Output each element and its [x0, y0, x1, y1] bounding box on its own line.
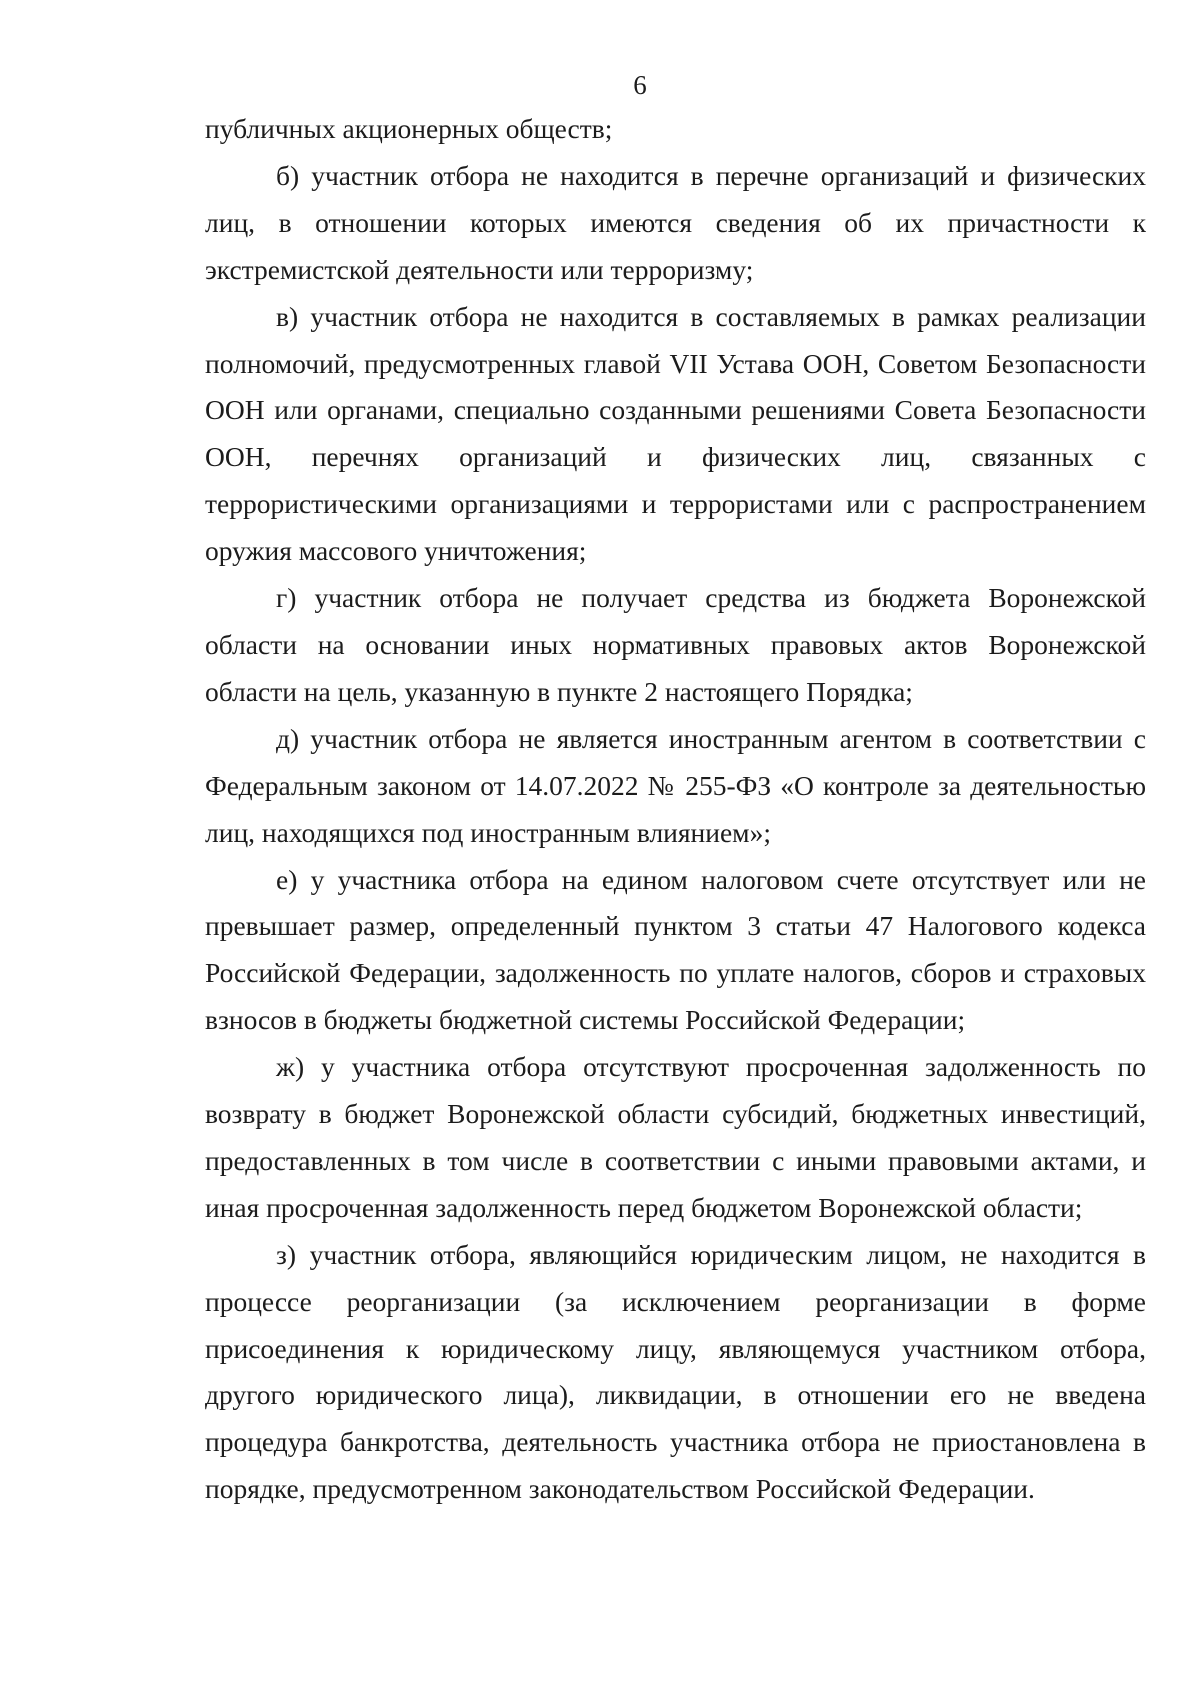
paragraph-item-z: з) участник отбора, являющийся юридическим лицом, не находится в процессе реорганизации (за исключением реорганизации в форме присоединения к юридическому лицу, являющемуся участником отбора, другого юридического лица), ликвидации, в отношении его не введена процедура банкротства, деятельность участника отбора не приостановлена в порядке, предусмотренном законодательством Российской Федерации.: [205, 1238, 1146, 1505]
paragraph-item-d: д) участник отбора не является иностранным агентом в соответствии с Федеральным законом от 14.07.2022 № 255-ФЗ «О контроле за деятельностью лиц, находящихся под иностранным влиянием»;: [205, 722, 1146, 848]
page-number: 6: [633, 70, 647, 100]
paragraph-item-b: б) участник отбора не находится в перечне организаций и физических лиц, в отношении которых имеются сведения об их причастности к экстремистской деятельности или терроризму;: [205, 159, 1146, 285]
paragraph-continuation: публичных акционерных обществ;: [205, 113, 613, 144]
document-body: [205, 106, 1146, 1513]
paragraph-item-v: в) участник отбора не находится в составляемых в рамках реализации полномочий, предусмотренных главой VII Устава ООН, Советом Безопасности ООН или органами, специально созданными решениями Совета Безопасности ООН, перечнях организаций и физических лиц, связанных с террористическими организациями и террористами или с распространением оружия массового уничтожения;: [205, 300, 1146, 567]
paragraph-item-e: е) у участника отбора на едином налоговом счете отсутствует или не превышает размер, определенный пунктом 3 статьи 47 Налогового кодекса Российской Федерации, задолженность по уплате налогов, сборов и страховых взносов в бюджеты бюджетной системы Российской Федерации;: [205, 863, 1146, 1036]
paragraph-item-zh: ж) у участника отбора отсутствуют просроченная задолженность по возврату в бюджет Воронежской области субсидий, бюджетных инвестиций, предоставленных в том числе в соответствии с иными правовыми актами, и иная просроченная задолженность перед бюджетом Воронежской области;: [205, 1051, 1146, 1223]
paragraph-item-g: г) участник отбора не получает средства из бюджета Воронежской области на основании иных нормативных правовых актов Воронежской области на цель, указанную в пункте 2 настоящего Порядка;: [205, 582, 1146, 707]
